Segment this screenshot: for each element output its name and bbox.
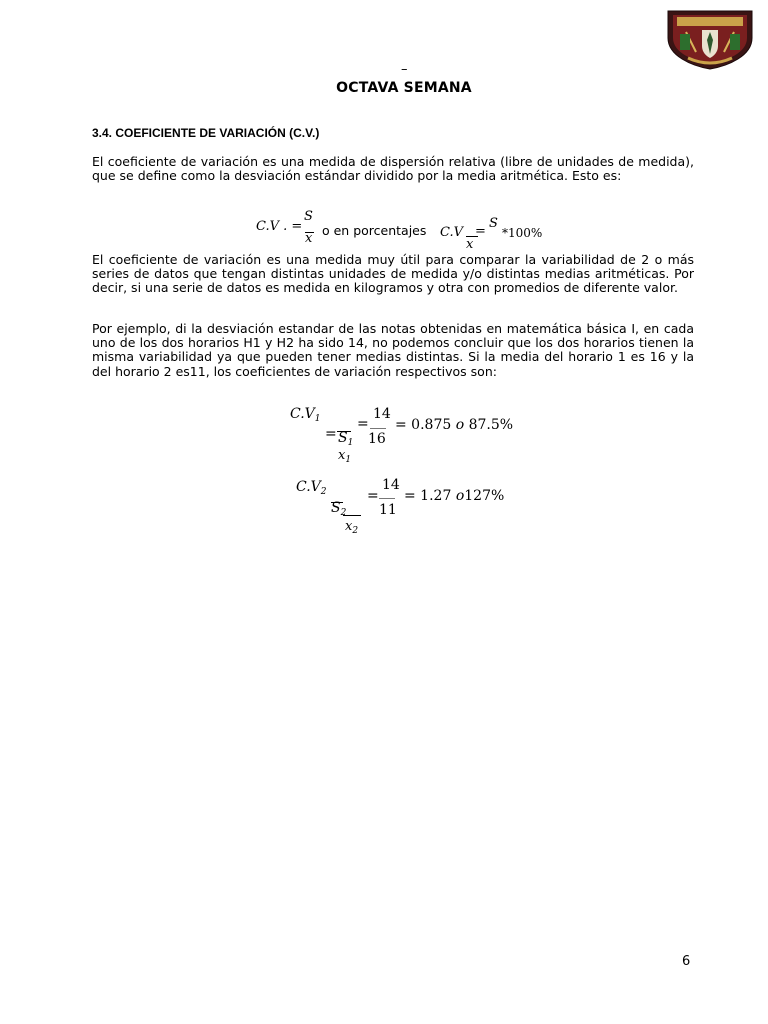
formula-xbar-denominator: x [305,231,313,246]
cv2-denominator: 11 [379,502,397,518]
cv1-x: $x_1$ [338,448,352,465]
crest-shield-icon [666,8,754,70]
cv2-numerator: 14 [382,477,400,493]
page-number: 6 [682,954,691,969]
formula-connector-text: o en porcentajes [322,223,427,238]
cv1-numerator: 14 [373,406,391,422]
cv2-fraction-bar [343,515,361,516]
section-heading: 3.4. COEFICIENTE DE VARIACIÓN (C.V.) [92,126,320,140]
cv1-equals: = [325,426,337,442]
cv1-result: = 0.875 o 87.5% [395,417,514,433]
xbar-overline [305,232,314,233]
cv2-label: $C.V_2$ [296,479,327,497]
formula-equals: = [475,224,486,239]
cv1-denominator: 16 [368,431,386,447]
formula-xbar-denominator-2: x [466,237,474,252]
cv2-x: $x_2$ [345,519,359,536]
formula-cv-label: C.V . = [256,219,303,234]
formula-s-numerator-2: S [489,216,498,231]
formula-percent-factor: *100% [502,226,543,240]
cv2-s: $S_2$ [331,500,347,518]
cv2-numeric-fraction-bar [379,498,395,499]
cv2-equals: = [367,488,379,504]
header-dash: – [401,62,408,77]
school-crest-logo [666,8,754,70]
cv1-s: $S_1$ [338,430,354,448]
paragraph-definition: El coeficiente de variación es una medida de dispersión relativa (libre de unidades de medida), que se define como la desviación estándar dividido por la media aritmética. Esto es: [92,154,694,184]
formula-s-numerator: S [304,209,313,224]
paragraph-usefulness: El coeficiente de variación es una medida muy útil para comparar la variabilidad de 2 o más series de datos que tengan distintas unidades de medida y/o distintas medias aritméticas. Por decir, si una serie de datos es medida en kilogramos y otra con promedios de diferente valor. [92,252,694,296]
cv1-equals-2: = [357,416,369,432]
formula-cv-label-2: C.V [440,225,464,240]
cv1-label: $C.V_1$ [290,406,321,424]
cv2-result: = 1.27 o127% [404,488,505,504]
cv1-numeric-fraction-bar [370,428,386,429]
page-title: OCTAVA SEMANA [336,80,472,96]
paragraph-example: Por ejemplo, di la desviación estandar de las notas obtenidas en matemática básica I, en cada uno de los dos horarios H1 y H2 ha sido 14, no podemos concluir que los dos horarios tienen la misma variabilidad ya que pueden tener medias distintas. Si la media del horario 1 es 16 y la del horario 2 es11, los coeficientes de variación respectivos son: [92,321,694,379]
